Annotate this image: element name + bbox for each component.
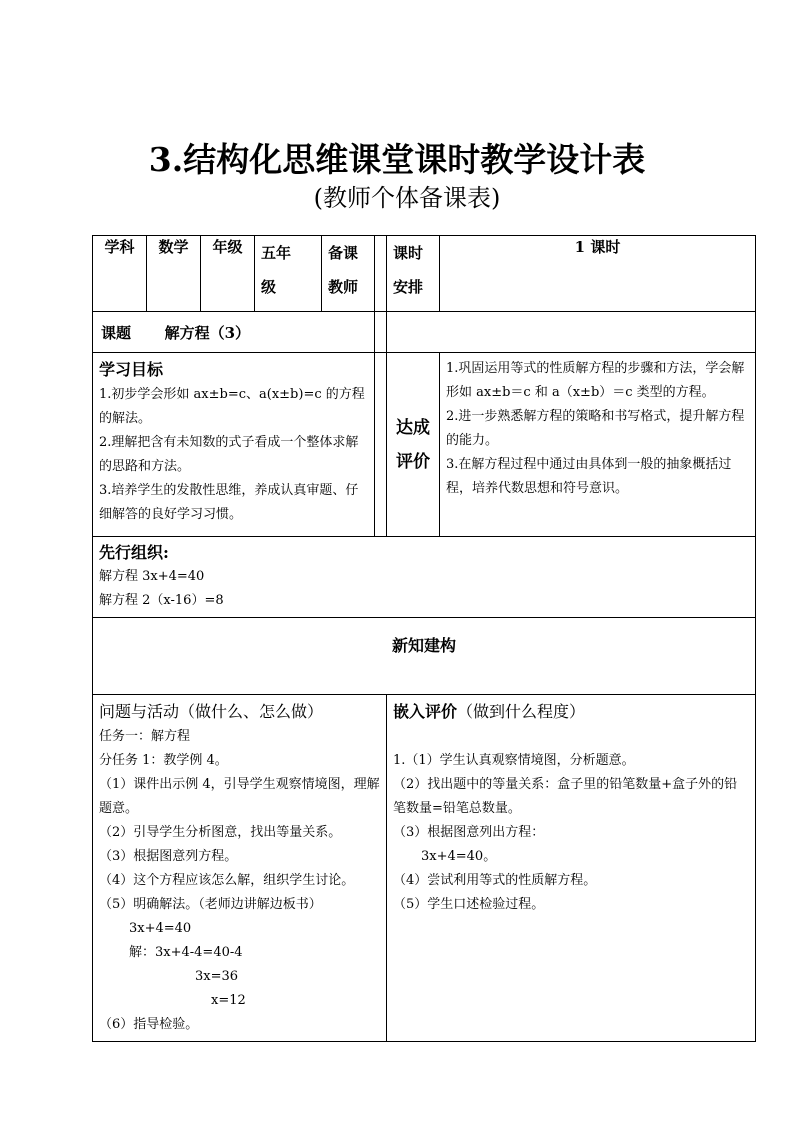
topic-cell [93, 312, 375, 353]
activities-heading-bold: 问题与活动 [99, 702, 180, 721]
preorganizer-line-2: 解方程 2（x-16）=8 [99, 593, 224, 608]
objectives-cell [93, 353, 375, 537]
achievement-cell [440, 353, 756, 537]
activity-line-6: （4）这个方程应该怎么解，组织学生讨论。 [99, 873, 355, 888]
objective-item-1: 1.初步学会形如 ax±b=c、a(x±b)=c 的方程的解法。 [99, 387, 365, 426]
evaluation-line-6: （5）学生口述检验过程。 [393, 897, 545, 912]
evaluation-heading [393, 699, 749, 725]
activities-heading-rest: （做什么、怎么做） [179, 702, 324, 721]
objective-item-2: 2.理解把含有未知数的式子看成一个整体求解的思路和方法。 [99, 435, 359, 474]
preorganizer-heading: 先行组织: [99, 543, 169, 562]
schedule-value: 1 课时 [440, 236, 756, 312]
grade-value-line1: 五年 [261, 244, 292, 262]
solution-step-1: 3x+4=40 [129, 921, 192, 936]
achievement-item-2: 2.进一步熟悉解方程的策略和书写格式，提升解方程的能力。 [446, 409, 745, 448]
new-knowledge-heading: 新知建构 [391, 636, 456, 655]
evaluation-cell [387, 695, 756, 1042]
preorganizer-row [93, 537, 756, 618]
objectives-heading: 学习目标 [99, 360, 164, 379]
new-knowledge-cell [93, 618, 756, 695]
evaluation-line-2: （2）找出题中的等量关系：盒子里的铅笔数量+盒子外的铅笔数量=铅笔总数量。 [393, 777, 738, 816]
new-knowledge-row [93, 618, 756, 695]
topic-spacer [375, 312, 387, 353]
grade-value [255, 236, 322, 312]
activity-line-4: （2）引导学生分析图意，找出等量关系。 [99, 825, 342, 840]
teacher-label-line2: 教师 [328, 278, 359, 296]
activity-line-2: 分任务 1：教学例 4。 [99, 753, 228, 768]
achievement-label-line1: 达成 [396, 417, 430, 438]
evaluation-line-3: （3）根据图意列出方程： [393, 825, 545, 840]
objective-item-3: 3.培养学生的发散性思维，养成认真审题、仔细解答的良好学习习惯。 [99, 483, 359, 522]
topic-empty [387, 312, 756, 353]
activities-cell [93, 695, 387, 1042]
solution-step-4: x=12 [211, 993, 246, 1008]
evaluation-heading-bold: 嵌入评价 [393, 702, 458, 721]
achievement-label [387, 353, 440, 537]
activities-row [93, 695, 756, 1042]
lesson-plan-table [92, 235, 756, 1042]
schedule-label [387, 236, 440, 312]
activity-line-3: （1）课件出示例 4，引导学生观察情境图，理解题意。 [99, 777, 380, 816]
subject-label: 学科 [93, 236, 147, 312]
page-title: 3.结构化思维课堂课时教学设计表 [148, 140, 646, 179]
schedule-label-line2: 安排 [393, 278, 424, 296]
topic-label: 课题 [101, 323, 132, 342]
subject-value: 数学 [147, 236, 201, 312]
teacher-value [375, 236, 387, 312]
teacher-label [322, 236, 375, 312]
achievement-item-1: 1.巩固运用等式的性质解方程的步骤和方法，学会解形如 ax±b＝c 和 a（x±b）＝c 类型的方程。 [446, 361, 745, 400]
solution-step-2: 解：3x+4-4=40-4 [129, 945, 243, 960]
achievement-label-line2: 评价 [396, 451, 430, 472]
page-subtitle: (教师个体备课表) [313, 184, 501, 212]
activities-heading [99, 699, 380, 725]
grade-value-line2: 级 [261, 278, 277, 296]
activity-line-5: （3）根据图意列方程。 [99, 849, 238, 864]
topic-value: 解方程（3） [164, 323, 251, 342]
topic-row [93, 312, 756, 353]
teacher-label-line1: 备课 [328, 244, 359, 262]
preorganizer-cell [93, 537, 756, 618]
activity-last-line: （6）指导检验。 [99, 1017, 199, 1032]
evaluation-line-4: 3x+4=40。 [421, 849, 497, 864]
grade-label: 年级 [201, 236, 255, 312]
schedule-label-line1: 课时 [393, 244, 424, 262]
header-row [93, 236, 756, 312]
solution-step-3: 3x=36 [195, 969, 239, 984]
preorganizer-line-1: 解方程 3x+4=40 [99, 569, 205, 584]
achievement-item-3: 3.在解方程过程中通过由具体到一般的抽象概括过程，培养代数思想和符号意识。 [446, 457, 732, 496]
evaluation-line-5: （4）尝试利用等式的性质解方程。 [393, 873, 597, 888]
evaluation-heading-rest: （做到什么程度） [457, 702, 586, 721]
objectives-row [93, 353, 756, 537]
activity-line-7: （5）明确解法。（老师边讲解边板书） [99, 897, 322, 912]
evaluation-line-1: 1.（1）学生认真观察情境图，分析题意。 [393, 753, 635, 768]
objectives-spacer [375, 353, 387, 537]
activity-line-1: 任务一：解方程 [99, 729, 191, 744]
